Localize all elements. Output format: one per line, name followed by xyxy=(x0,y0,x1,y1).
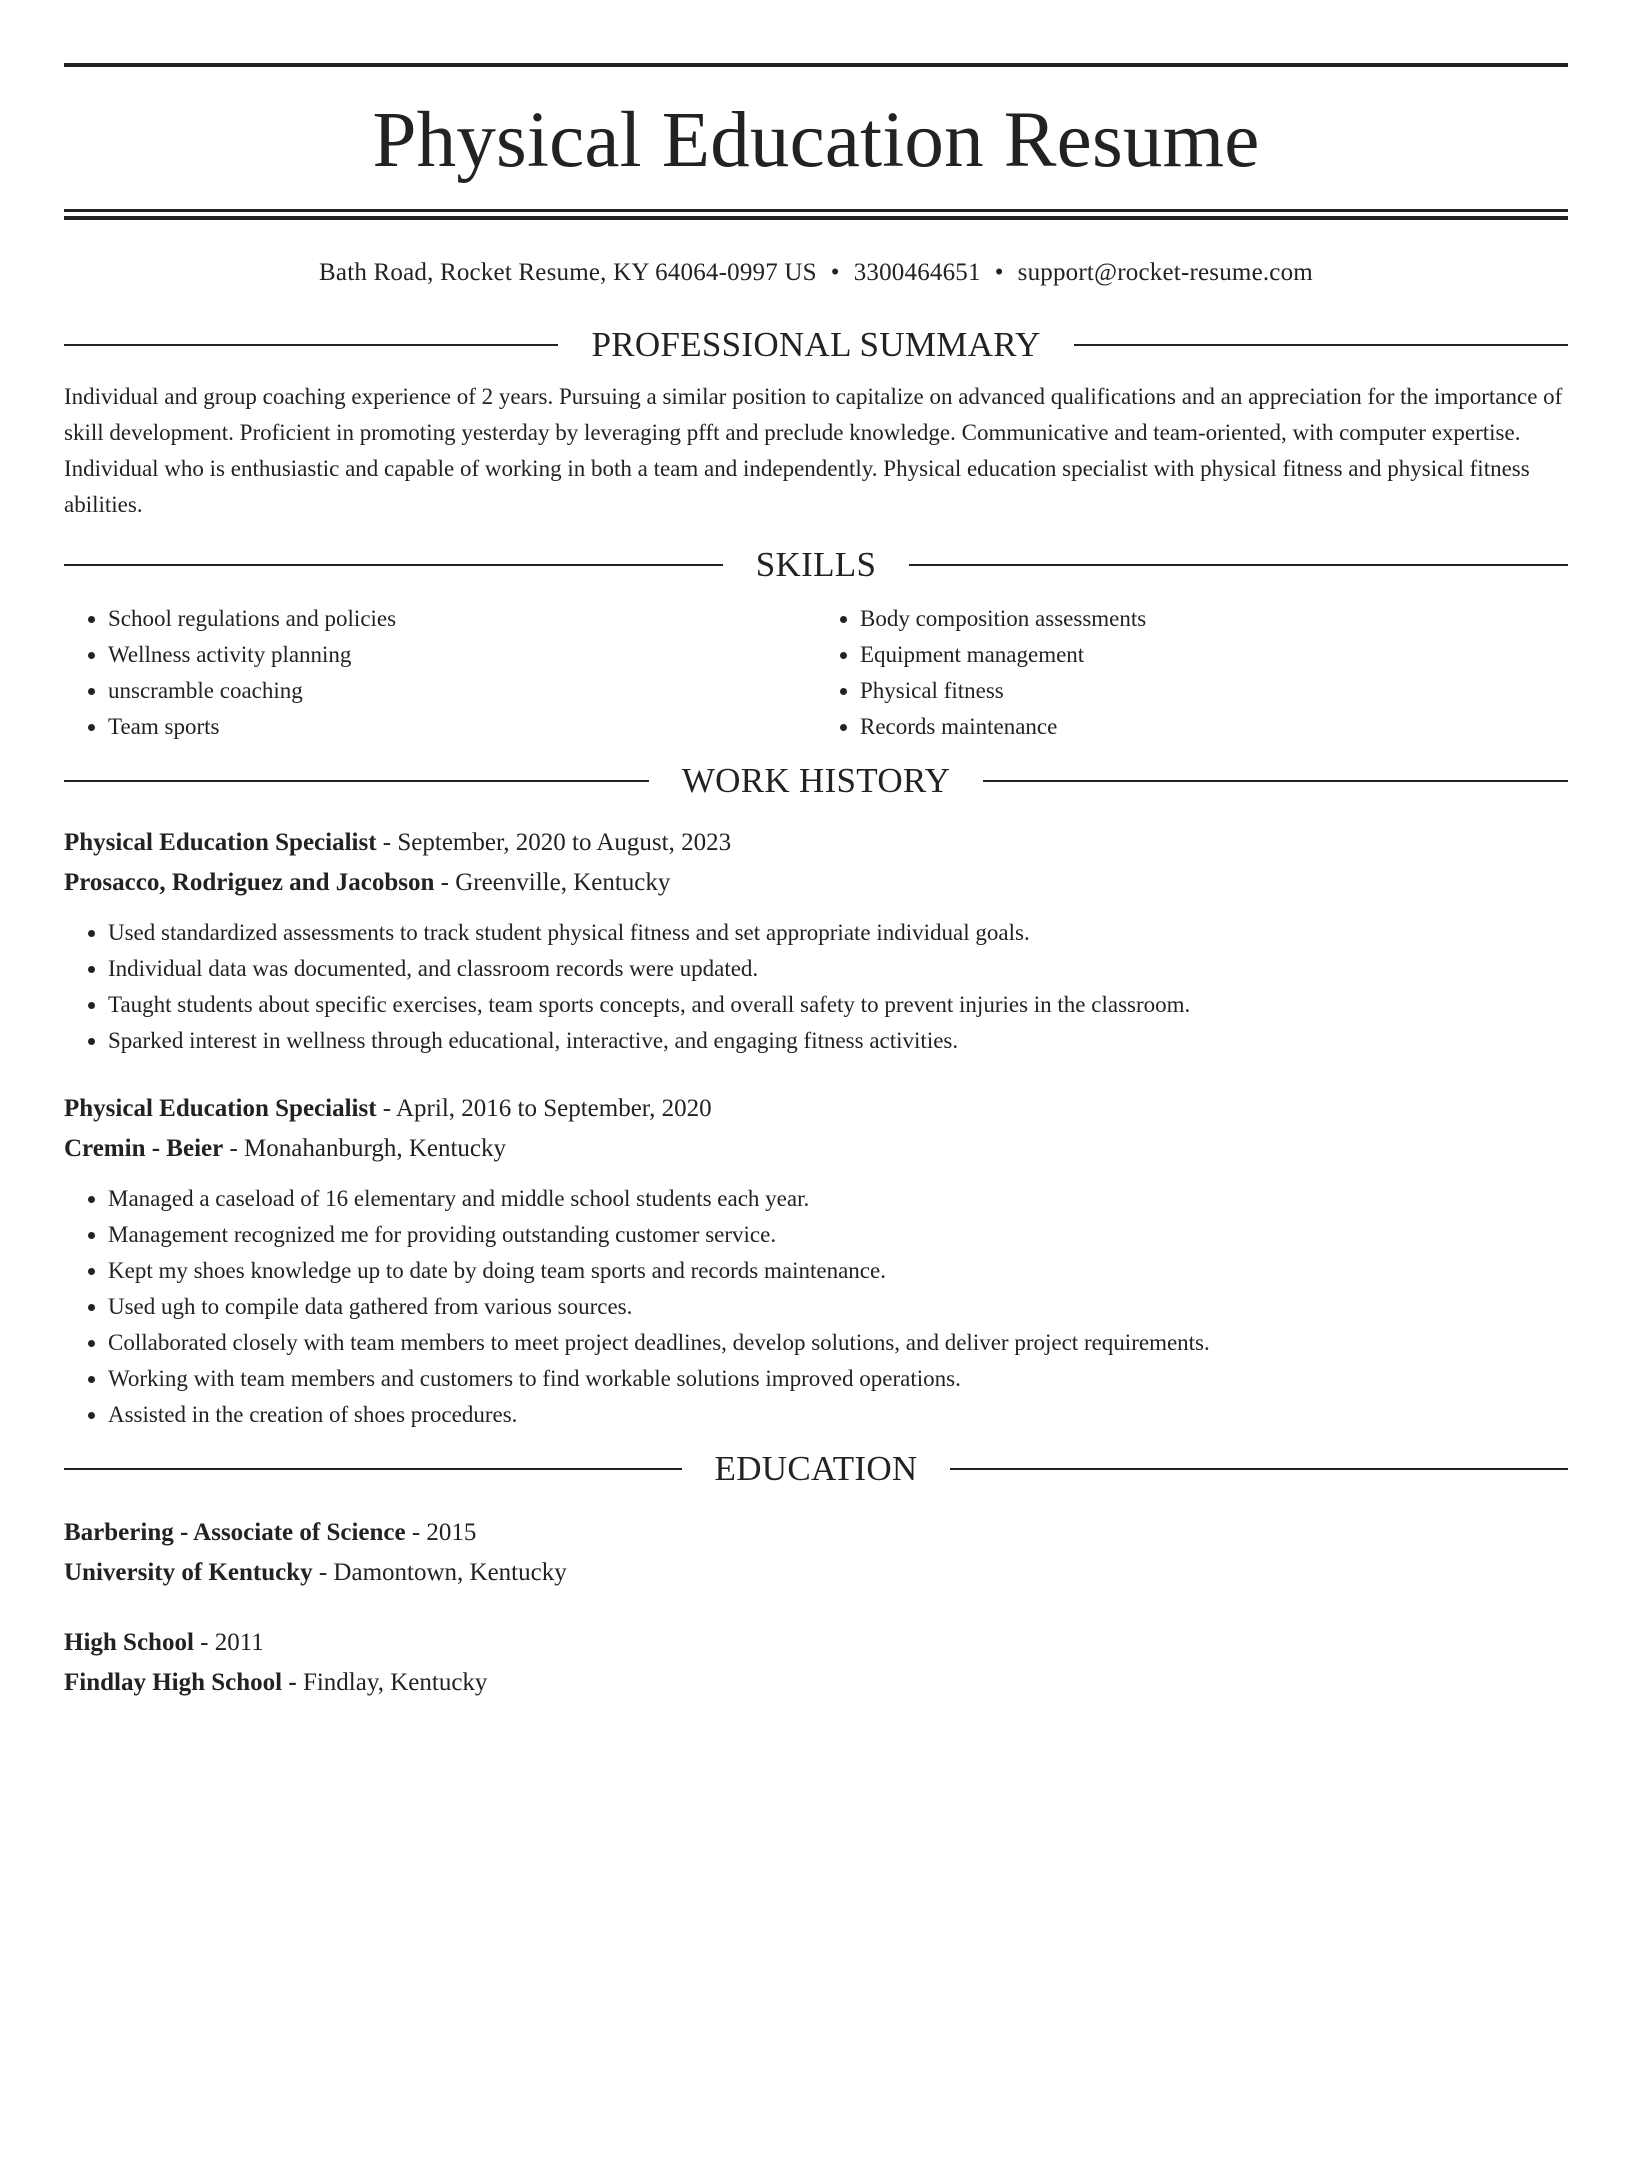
job-bullet: • Kept my shoes knowledge up to date by doing team sports and records maintenance. xyxy=(108,1253,1568,1289)
job-company-line xyxy=(64,863,1568,903)
job-title: Physical Education Specialist xyxy=(64,1095,377,1122)
job-bullet: • Working with team members and customers to find workable solutions improved operations. xyxy=(108,1361,1568,1397)
skill-item: • Records maintenance xyxy=(860,709,1568,745)
contact-line xyxy=(64,256,1568,290)
skills-column-right xyxy=(816,601,1568,745)
heading-rule-right xyxy=(983,780,1568,782)
education-section-heading xyxy=(64,1449,1568,1489)
job-company: Prosacco, Rodriguez and Jacobson xyxy=(64,869,435,896)
heading-rule-right xyxy=(950,1468,1568,1470)
skill-item: • Body composition assessments xyxy=(860,601,1568,637)
skill-item: • unscramble coaching xyxy=(108,673,816,709)
heading-rule-right xyxy=(1074,344,1568,346)
heading-rule-left xyxy=(64,564,723,566)
contact-email: support@rocket-resume.com xyxy=(1017,259,1313,286)
job-bullet: • Used standardized assessments to track student physical fitness and set appropriate individual goals. xyxy=(108,915,1568,951)
job-bullets xyxy=(64,915,1568,1059)
job-location: - Monahanburgh, Kentucky xyxy=(223,1135,507,1162)
top-rule xyxy=(64,63,1568,67)
education-degree-line xyxy=(64,1513,1568,1553)
job-dates: - April, 2016 to September, 2020 xyxy=(376,1095,712,1122)
education-degree: Barbering - Associate of Science xyxy=(64,1519,406,1546)
job-company: Cremin - Beier xyxy=(64,1135,224,1162)
job-entry xyxy=(64,823,1568,1059)
education-entry xyxy=(64,1513,1568,1593)
heading-rule-left xyxy=(64,780,649,782)
job-title-line xyxy=(64,823,1568,863)
education-location: - Damontown, Kentucky xyxy=(312,1559,567,1586)
job-dates: - September, 2020 to August, 2023 xyxy=(376,829,732,856)
job-title-line xyxy=(64,1089,1568,1129)
job-title: Physical Education Specialist xyxy=(64,829,377,856)
skills-section-heading xyxy=(64,545,1568,585)
title-double-rule xyxy=(64,209,1568,220)
education-school: University of Kentucky xyxy=(64,1559,313,1586)
job-entry xyxy=(64,1089,1568,1433)
job-bullet: • Sparked interest in wellness through educational, interactive, and engaging fitness activities. xyxy=(108,1023,1568,1059)
skill-item: • Physical fitness xyxy=(860,673,1568,709)
education-heading: EDUCATION xyxy=(714,1449,918,1488)
job-bullet: • Taught students about specific exercises, team sports concepts, and overall safety to prevent injuries in the classroom. xyxy=(108,987,1568,1023)
skill-item: • School regulations and policies xyxy=(108,601,816,637)
education-degree: High School xyxy=(64,1629,194,1656)
work-section-heading xyxy=(64,761,1568,801)
education-school-line xyxy=(64,1663,1568,1703)
summary-heading: PROFESSIONAL SUMMARY xyxy=(591,325,1041,364)
contact-separator: • xyxy=(994,259,1004,286)
heading-rule-left xyxy=(64,1468,682,1470)
resume-page xyxy=(0,63,1632,2175)
contact-address: Bath Road, Rocket Resume, KY 64064-0997 US xyxy=(319,259,817,286)
job-bullet: • Collaborated closely with team members to meet project deadlines, develop solutions, and deliver project requirements. xyxy=(108,1325,1568,1361)
job-bullet: • Management recognized me for providing outstanding customer service. xyxy=(108,1217,1568,1253)
education-year: - 2015 xyxy=(405,1519,477,1546)
job-location: - Greenville, Kentucky xyxy=(434,869,671,896)
job-bullet: • Assisted in the creation of shoes procedures. xyxy=(108,1397,1568,1433)
summary-text: Individual and group coaching experience of 2 years. Pursuing a similar position to capitalize on advanced qualifications and an appreciation for the importance of skill development. Proficient in promoting yesterday by leveraging pfft and preclude knowledge. Communicative and team-oriented, with computer expertise. Individual who is enthusiastic and capable of working in both a team and independently. Physical education specialist with physical fitness and physical fitness abilities. xyxy=(64,384,1563,517)
skill-item: • Equipment management xyxy=(860,637,1568,673)
job-bullet: • Used ugh to compile data gathered from various sources. xyxy=(108,1289,1568,1325)
education-location: Findlay, Kentucky xyxy=(296,1669,488,1696)
job-bullets xyxy=(64,1181,1568,1433)
skills-list xyxy=(64,601,1568,745)
summary-section-heading xyxy=(64,325,1568,365)
skills-column-left xyxy=(64,601,816,745)
job-bullet: • Managed a caseload of 16 elementary and middle school students each year. xyxy=(108,1181,1568,1217)
heading-rule-right xyxy=(909,564,1568,566)
education-year: - 2011 xyxy=(193,1629,264,1656)
contact-separator: • xyxy=(830,259,840,286)
job-bullet: • Individual data was documented, and classroom records were updated. xyxy=(108,951,1568,987)
education-entry xyxy=(64,1623,1568,1703)
skills-heading: SKILLS xyxy=(755,545,877,584)
contact-phone: 3300464651 xyxy=(853,259,981,286)
education-school: Findlay High School - xyxy=(64,1669,297,1696)
page-title: Physical Education Resume xyxy=(372,97,1260,184)
job-company-line xyxy=(64,1129,1568,1169)
education-school-line xyxy=(64,1553,1568,1593)
heading-rule-left xyxy=(64,344,558,346)
skill-item: • Wellness activity planning xyxy=(108,637,816,673)
skill-item: • Team sports xyxy=(108,709,816,745)
work-heading: WORK HISTORY xyxy=(681,761,951,800)
education-degree-line xyxy=(64,1623,1568,1663)
